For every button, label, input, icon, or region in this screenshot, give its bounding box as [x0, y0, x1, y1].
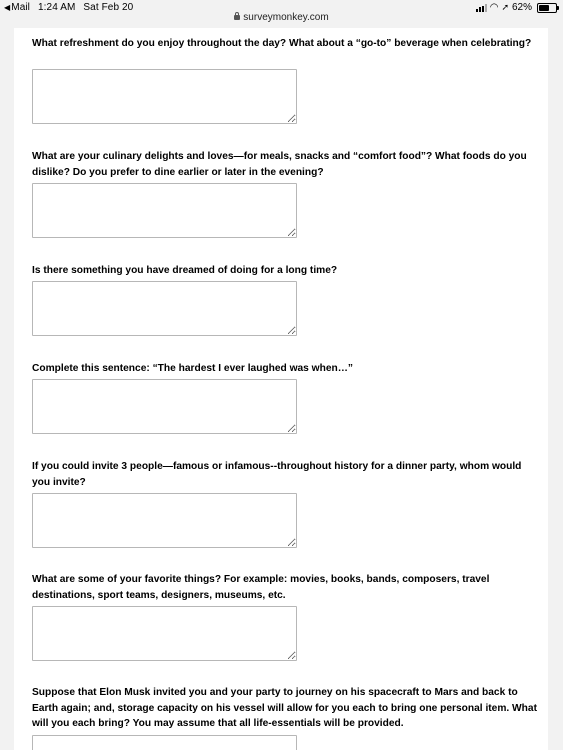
answer-textbox[interactable]	[32, 606, 297, 661]
question-2	[32, 149, 542, 180]
question-5	[32, 459, 542, 490]
question-text: Complete this sentence: “The hardest I ever laughed was when…”	[32, 363, 353, 374]
question-text: What are your culinary delights and loves—for meals, snacks and “comfort food”? What foods do you dislike? Do you prefer to dine earlier or later in the evening?	[32, 151, 527, 178]
question-text: Suppose that Elon Musk invited you and your party to journey on his spacecraft to Mars and back to Earth again; and, storage capacity on his vessel will allow for you each to bring one personal item. What will you each bring? You may assume that all life-essentials will be provided.	[32, 687, 537, 729]
battery-percent: 62%	[511, 2, 532, 13]
survey-page	[14, 28, 548, 750]
back-triangle-icon: ◀	[4, 3, 11, 12]
location-arrow-icon: ➚	[501, 2, 509, 12]
question-text: If you could invite 3 people—famous or infamous--throughout history for a dinner party, whom would you invite?	[32, 461, 522, 488]
address-bar[interactable]	[0, 12, 563, 23]
answer-textbox[interactable]	[32, 735, 297, 750]
battery-icon	[537, 3, 557, 13]
lock-icon	[234, 15, 240, 20]
question-1	[32, 36, 542, 52]
question-6	[32, 572, 542, 603]
back-to-app-button[interactable]: ◀Mail	[4, 2, 31, 13]
battery-fill	[539, 5, 549, 11]
answer-textbox[interactable]	[32, 69, 297, 124]
answer-textbox[interactable]	[32, 183, 297, 238]
answer-textbox[interactable]	[32, 493, 297, 548]
question-text: What are some of your favorite things? For example: movies, books, bands, composers, travel destinations, sport teams, designers, museums, etc.	[32, 574, 490, 601]
question-7	[32, 685, 542, 732]
wifi-icon: ◠	[489, 2, 499, 13]
question-text: What refreshment do you enjoy throughout the day? What about a “go-to” beverage when celebrating?	[32, 38, 532, 49]
answer-textbox[interactable]	[32, 281, 297, 336]
question-text: Is there something you have dreamed of doing for a long time?	[32, 265, 338, 276]
question-3	[32, 263, 542, 279]
status-time: 1:24 AM	[38, 2, 76, 13]
cellular-signal-icon	[476, 4, 487, 12]
status-date: Sat Feb 20	[83, 2, 134, 13]
url-text: surveymonkey.com	[243, 12, 329, 23]
question-4	[32, 361, 542, 377]
answer-textbox[interactable]	[32, 379, 297, 434]
